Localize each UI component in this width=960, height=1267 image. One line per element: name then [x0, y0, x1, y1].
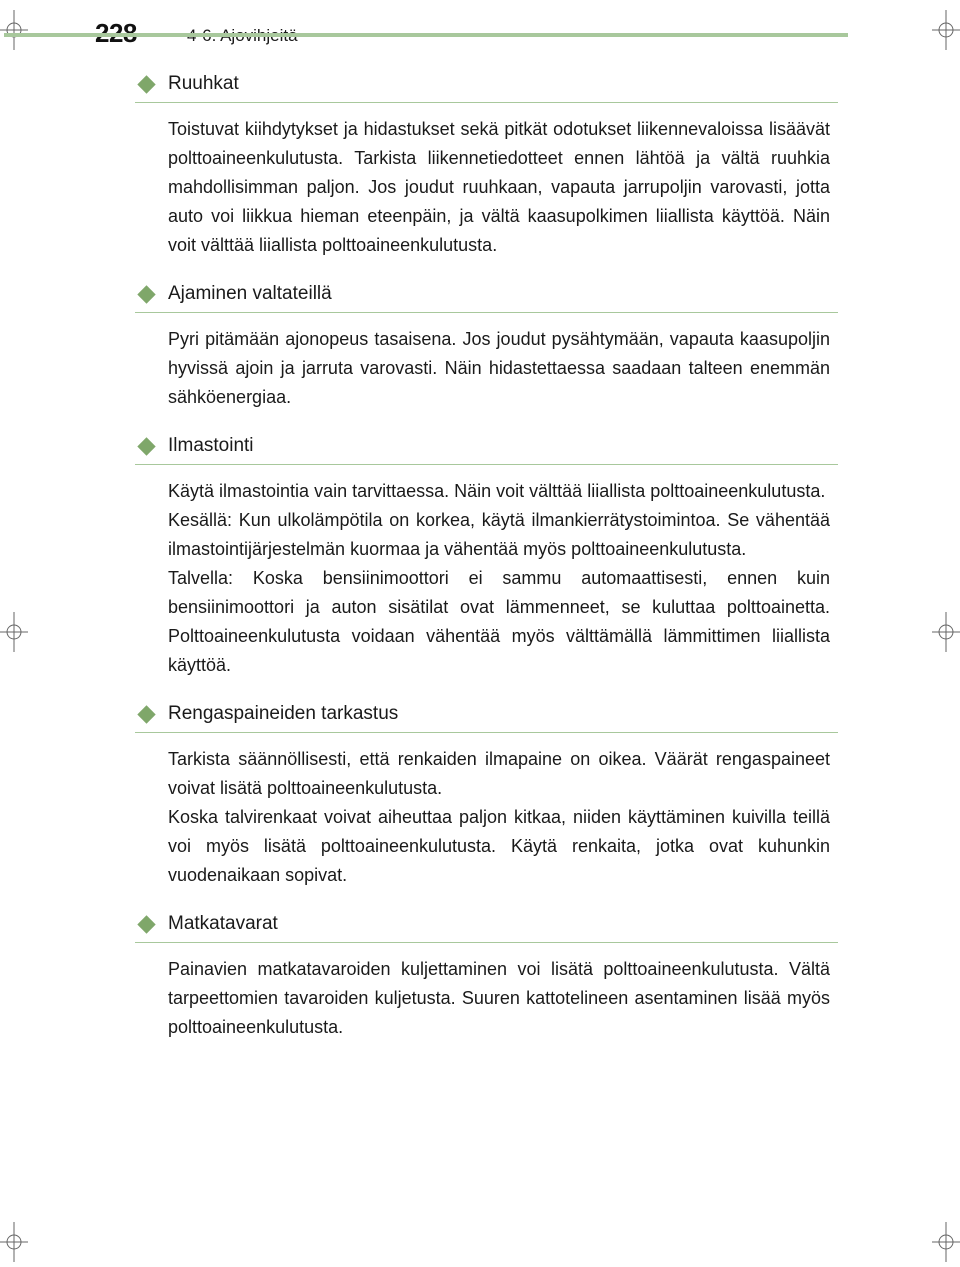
section-rengaspaineiden-tarkastus: [135, 700, 838, 890]
paragraph: Painavien matkatavaroiden kuljettaminen voi lisätä polttoaineenkulutusta. Vältä tarpeettomien tavaroiden kuljetusta. Suuren kattotelineen asentaminen lisää myös polttoaineenkulutusta.: [168, 959, 830, 1037]
section-heading: [135, 70, 838, 103]
section-title: Ajaminen valtateillä: [168, 283, 332, 304]
section-ruuhkat: [135, 70, 838, 260]
paragraph: Talvella: Koska bensiinimoottori ei sammu automaattisesti, ennen kuin bensiinimoottori ja auton sisätilat ovat lämmenneet, se kuluttaa polttoainetta. Polttoaineenkulutusta voidaan vähentää myös välttämällä lämmittimen liiallista käyttöä.: [168, 568, 830, 675]
crop-mark-top-right: [932, 10, 960, 50]
crop-mark-mid-right: [932, 612, 960, 652]
paragraph: Kesällä: Kun ulkolämpötila on korkea, käytä ilmankierrätystoimintoa. Se vähentää ilmastointijärjestelmän kuormaa ja vähentää myös polttoaineenkulutusta.: [168, 510, 830, 559]
page-content: [135, 70, 838, 1042]
paragraph: Pyri pitämään ajonopeus tasaisena. Jos joudut pysähtymään, vapauta kaasupoljin hyvissä ajoin ja jarruta varovasti. Näin hidastettaessa saadaan talteen enemmän sähköenergiaa.: [168, 329, 830, 407]
section-heading: [135, 432, 838, 465]
diamond-bullet-icon: [137, 705, 155, 723]
diamond-bullet-icon: [137, 915, 155, 933]
section-heading: [135, 280, 838, 313]
section-ilmastointi: [135, 432, 838, 680]
diamond-bullet-icon: [137, 437, 155, 455]
paragraph: Käytä ilmastointia vain tarvittaessa. Näin voit välttää liiallista polttoaineenkulutusta.: [168, 481, 826, 501]
paragraph: Koska talvirenkaat voivat aiheuttaa paljon kitkaa, niiden käyttäminen kuivilla teillä voi myös lisätä polttoaineenkulutusta. Käytä renkaita, jotka ovat kuhunkin vuodenaikaan sopivat.: [168, 807, 830, 885]
section-matkatavarat: [135, 910, 838, 1042]
crop-mark-bottom-right: [932, 1222, 960, 1262]
paragraph: Tarkista säännöllisesti, että renkaiden ilmapaine on oikea. Väärät rengaspaineet voivat lisätä polttoaineenkulutusta.: [168, 749, 830, 798]
section-title: Matkatavarat: [168, 913, 278, 934]
section-ajaminen-valtateilla: [135, 280, 838, 412]
section-heading: [135, 910, 838, 943]
diamond-bullet-icon: [137, 285, 155, 303]
header-rule: [4, 33, 848, 37]
crop-mark-top-left: [0, 10, 28, 50]
section-title: Ilmastointi: [168, 435, 254, 456]
section-heading: [135, 700, 838, 733]
section-title: Ruuhkat: [168, 73, 239, 94]
crop-mark-bottom-left: [0, 1222, 28, 1262]
crop-mark-mid-left: [0, 612, 28, 652]
paragraph: Toistuvat kiihdytykset ja hidastukset sekä pitkät odotukset liikennevaloissa lisäävät polttoaineenkulutusta. Tarkista liikennetiedotteet ennen lähtöä ja vältä ruuhkia mahdollisimman paljon. Jos joudut ruuhkaan, vapauta jarrupoljin varovasti, jotta auto voi liikkua hieman eteenpäin, ja vältä kaasupolkimen liiallista käyttöä. Näin voit välttää liiallista polttoaineenkulutusta.: [168, 119, 830, 255]
section-title: Rengaspaineiden tarkastus: [168, 703, 399, 724]
diamond-bullet-icon: [137, 75, 155, 93]
